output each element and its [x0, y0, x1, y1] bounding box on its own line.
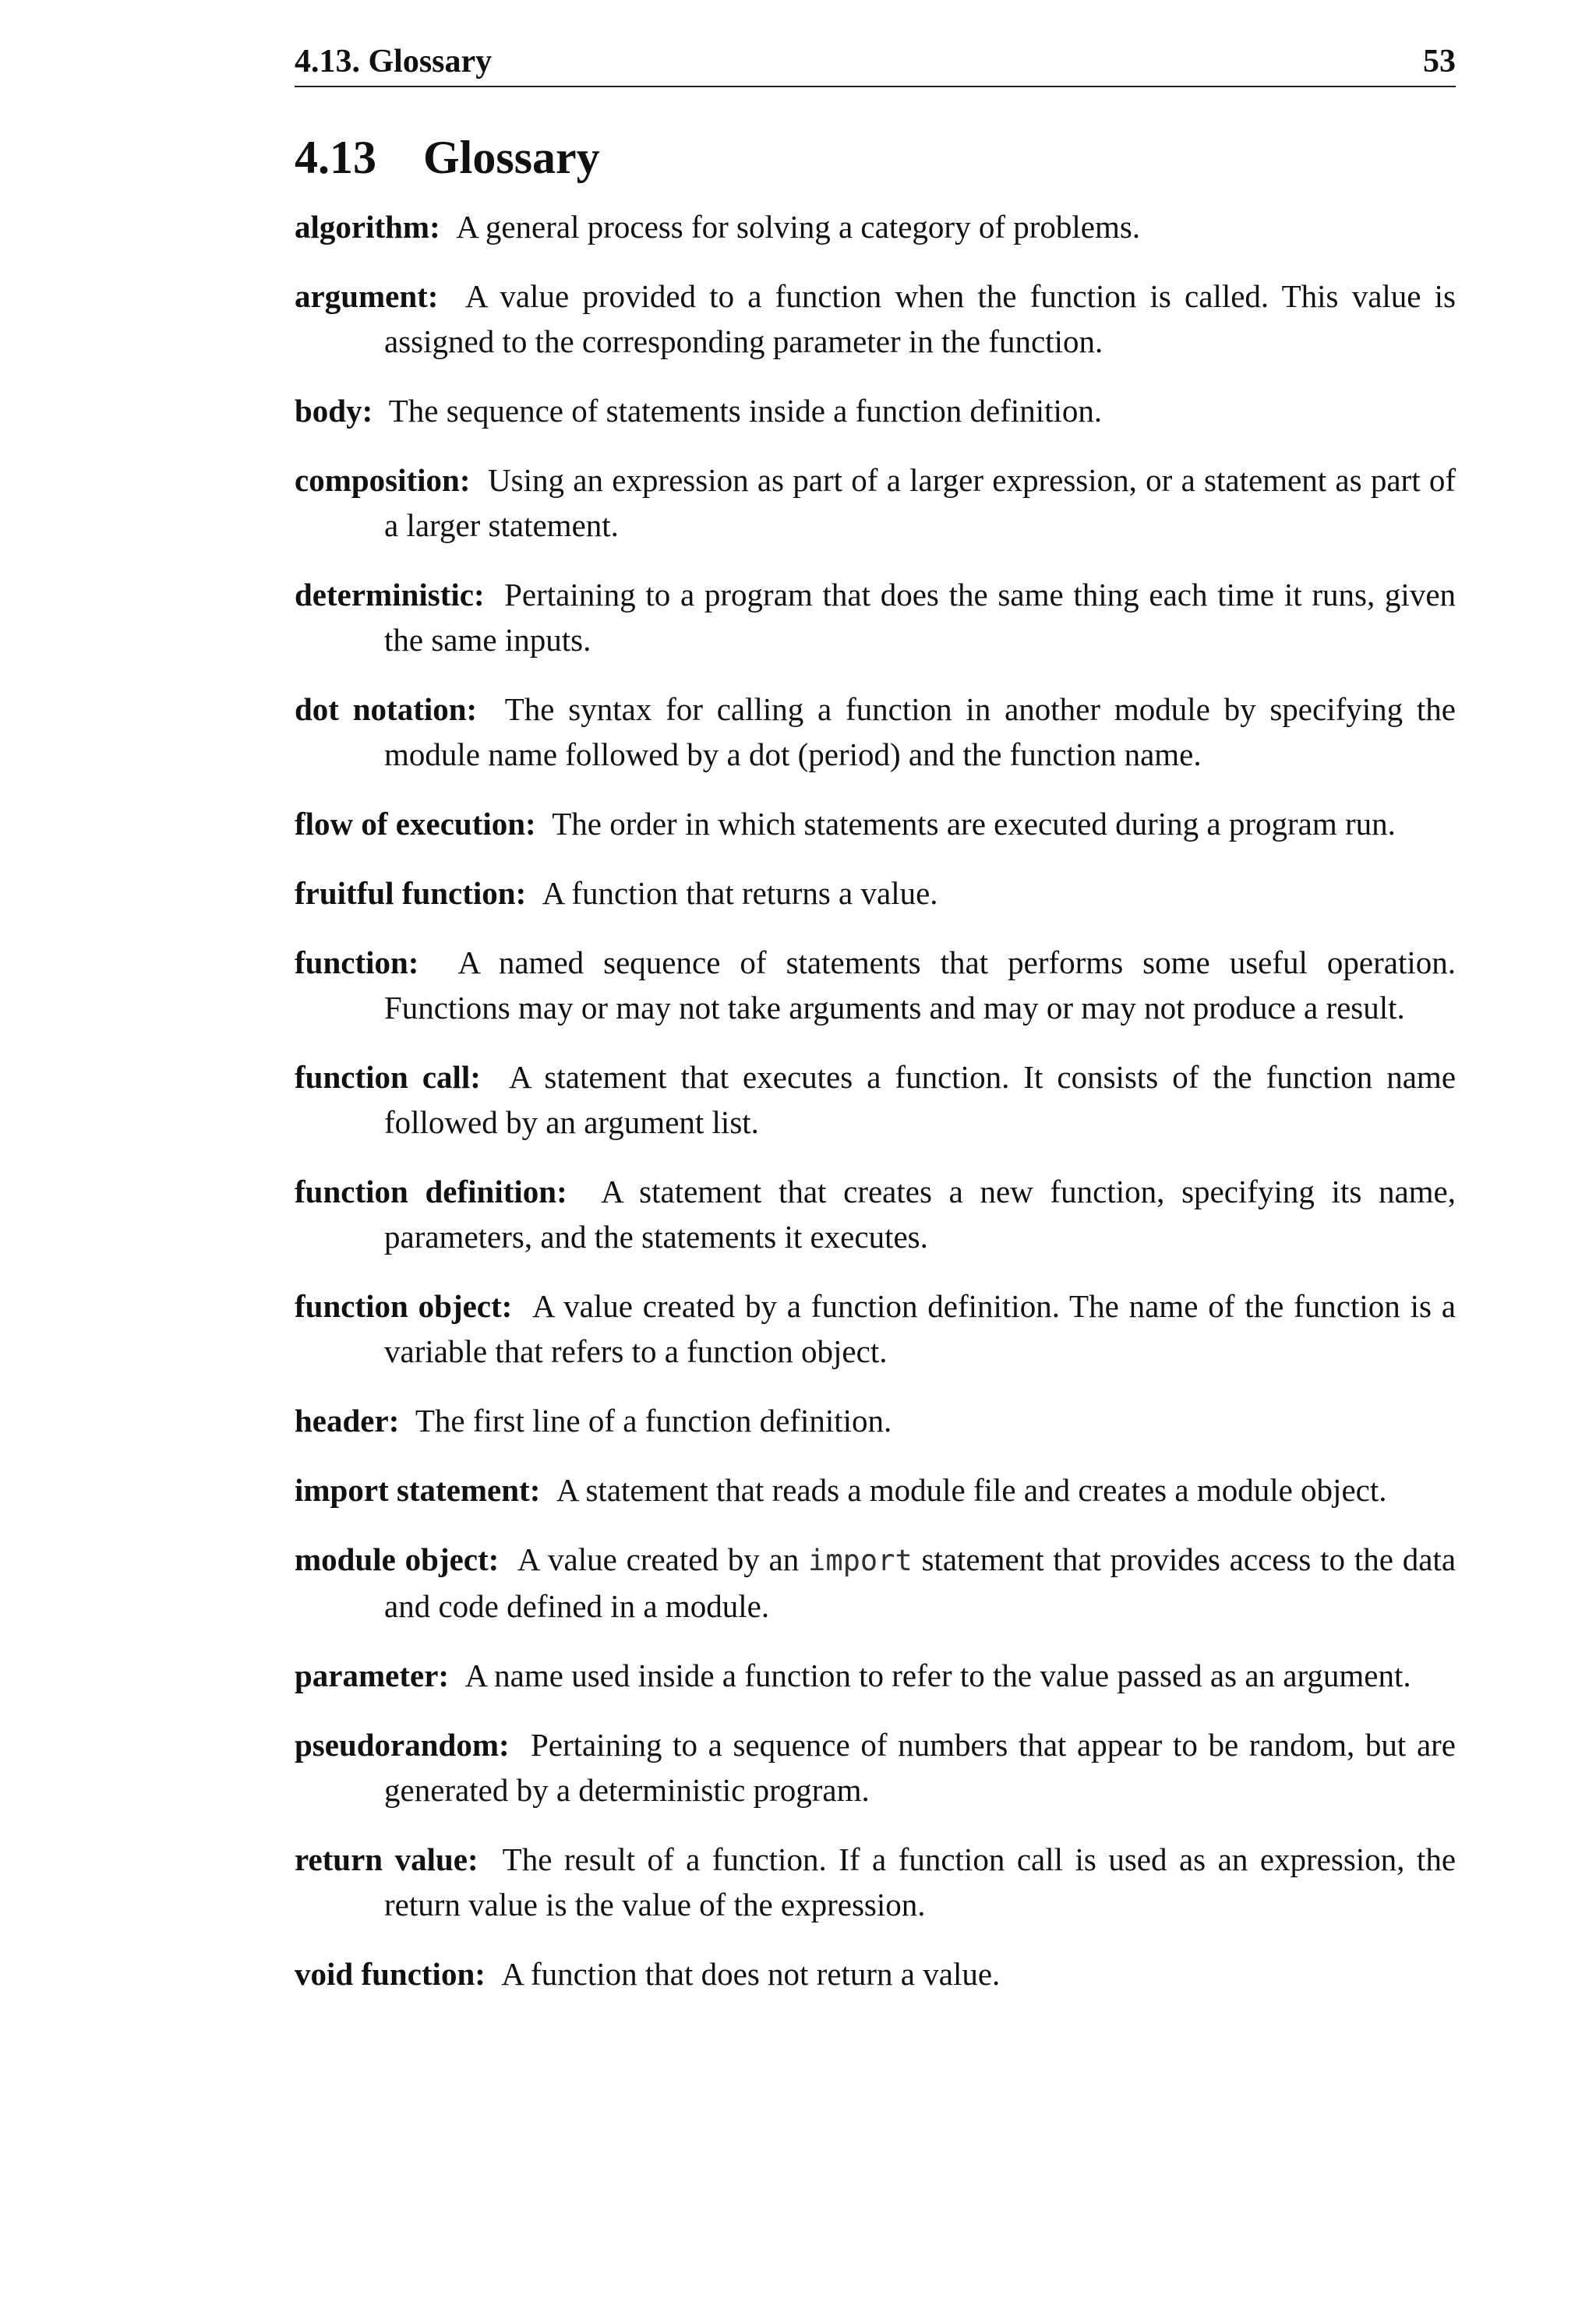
glossary-definition: Pertaining to a program that does the same thing each time it runs, given the same inputs.: [384, 577, 1457, 658]
glossary-entry-pseudorandom: [295, 1722, 1456, 1813]
glossary-definition: A statement that creates a new function, specifying its name, parameters, and the statements it executes.: [384, 1174, 1457, 1255]
glossary-definition: A function that returns a value.: [542, 875, 938, 911]
glossary-term: body:: [295, 393, 373, 429]
section-title: Glossary: [423, 132, 600, 183]
glossary-term: deterministic:: [295, 577, 485, 613]
glossary-term: flow of execution:: [295, 806, 536, 842]
glossary-term: dot notation:: [295, 691, 478, 727]
glossary-term: algorithm:: [295, 209, 440, 245]
glossary-term: pseudorandom:: [295, 1727, 510, 1763]
glossary-definition: A name used inside a function to refer to the value passed as an argument.: [464, 1658, 1411, 1693]
glossary-entry-composition: [295, 457, 1456, 548]
glossary-entry-flow-of-execution: [295, 801, 1456, 846]
glossary-entry-algorithm: [295, 204, 1456, 249]
glossary-entry-module-object: [295, 1537, 1456, 1629]
running-head: [295, 41, 1456, 87]
glossary-entry-function-object: [295, 1283, 1456, 1374]
glossary-term: function definition:: [295, 1174, 567, 1209]
glossary-definition: The first line of a function definition.: [415, 1403, 892, 1439]
glossary-definition: The syntax for calling a function in another module by specifying the module name followed by a dot (period) and the function name.: [384, 691, 1457, 772]
glossary-term: function call:: [295, 1059, 481, 1095]
glossary-entry-argument: [295, 274, 1456, 364]
glossary-entry-function-call: [295, 1054, 1456, 1145]
glossary-entry-void-function: [295, 1951, 1456, 1997]
section-number: 4.13: [295, 132, 376, 183]
glossary-definition: The order in which statements are executed during a program run.: [552, 806, 1396, 842]
glossary-term: parameter:: [295, 1658, 450, 1693]
glossary-definition: Using an expression as part of a larger expression, or a statement as part of a larger statement.: [384, 462, 1457, 543]
glossary-entry-function: [295, 940, 1456, 1030]
glossary-definition: A value created by a function definition. The name of the function is a variable that refers to a function object.: [384, 1288, 1456, 1369]
glossary-term: fruitful function:: [295, 875, 527, 911]
glossary-definition: A named sequence of statements that performs some useful operation. Functions may or may not take arguments and may or may not produce a result.: [384, 944, 1456, 1026]
glossary-entry-header: [295, 1398, 1456, 1443]
glossary-term: composition:: [295, 462, 471, 498]
glossary-definition: A value created by an: [517, 1541, 800, 1577]
glossary-definition: A value provided to a function when the function is called. This value is assigned to the corresponding parameter in the function.: [384, 278, 1456, 359]
glossary-term: header:: [295, 1403, 400, 1439]
glossary-term: import statement:: [295, 1472, 541, 1508]
glossary-entry-dot-notation: [295, 687, 1456, 777]
glossary-term: function object:: [295, 1288, 513, 1324]
glossary-definition: A function that does not return a value.: [501, 1956, 1001, 1992]
glossary-definition: A statement that reads a module file and creates a module object.: [556, 1472, 1387, 1508]
glossary-term: function:: [295, 944, 419, 980]
glossary-term: return value:: [295, 1841, 478, 1877]
page-number: 53: [1423, 44, 1456, 79]
glossary-definition: A general process for solving a category of problems.: [456, 209, 1141, 245]
glossary-entry-deterministic: [295, 572, 1456, 662]
glossary-definition: The sequence of statements inside a function definition.: [388, 393, 1103, 429]
glossary-definition: The result of a function. If a function call is used as an expression, the return value is the value of the expression.: [384, 1841, 1457, 1922]
glossary-definition: Pertaining to a sequence of numbers that appear to be random, but are generated by a deterministic program.: [384, 1727, 1456, 1808]
glossary-definition: A statement that executes a function. It consists of the function name followed by an argument list.: [384, 1059, 1457, 1140]
glossary-entry-return-value: [295, 1837, 1456, 1927]
glossary-term: argument:: [295, 278, 439, 314]
code-keyword-import: import: [808, 1544, 913, 1577]
glossary-list: [295, 204, 1456, 2021]
section-heading: [295, 129, 600, 185]
glossary-entry-import-statement: [295, 1467, 1456, 1513]
glossary-entry-body: [295, 388, 1456, 433]
glossary-definition: statement that provides access to the data and code defined in a module.: [384, 1541, 1457, 1624]
glossary-entry-parameter: [295, 1653, 1456, 1698]
running-head-section: 4.13. Glossary: [295, 44, 493, 79]
glossary-entry-fruitful-function: [295, 870, 1456, 916]
glossary-entry-function-definition: [295, 1169, 1456, 1259]
glossary-term: module object:: [295, 1541, 500, 1577]
glossary-term: void function:: [295, 1956, 486, 1992]
